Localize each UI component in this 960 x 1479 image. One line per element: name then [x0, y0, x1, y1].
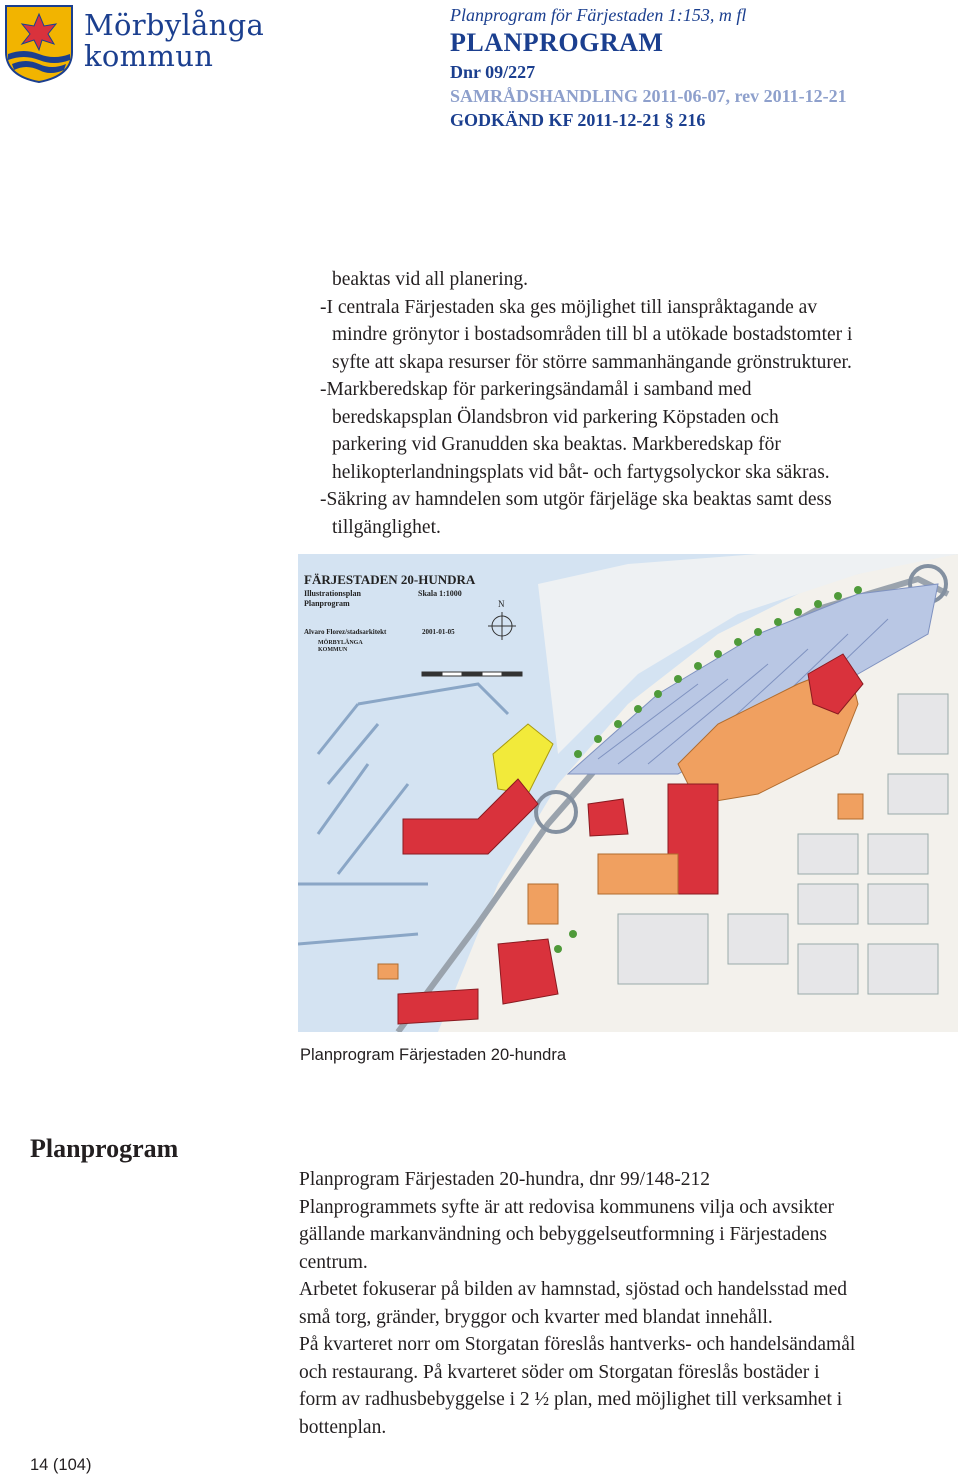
text-line: centrum. — [299, 1251, 368, 1273]
logo-wordmark — [84, 10, 264, 72]
header-godkand: GODKÄND KF 2011-12-21 § 216 — [450, 110, 706, 130]
text-line: syfte att skapa resurser för större sammanhängande grönstrukturer. — [332, 351, 852, 373]
text-line: -Markberedskap för parkeringsändamål i samband med — [320, 379, 752, 400]
map-date: 2001-01-05 — [422, 628, 455, 636]
scale-bar-icon — [422, 672, 522, 676]
map-architect: Alvaro Florez/stadsarkitekt — [304, 628, 387, 636]
logo-line-2: kommun — [84, 39, 214, 73]
red-building — [398, 989, 478, 1024]
coat-of-arms-icon — [4, 4, 74, 84]
map-line-1: Illustrationsplan — [304, 589, 361, 598]
text-line: beredskapsplan Ölandsbron vid parkering Köpstaden och — [332, 406, 779, 428]
text-line: parkering vid Granudden ska beaktas. Markberedskap för — [332, 434, 781, 455]
text-line: form av radhusbebyggelse i 2 ½ plan, med möjlighet till verksamhet i — [299, 1389, 843, 1410]
text-line: gällande markanvändning och bebyggelseutformning i Färjestadens — [299, 1224, 827, 1245]
text-line: beaktas vid all planering. — [332, 269, 529, 290]
red-building — [498, 939, 558, 1004]
text-line: helikopterlandningsplats vid båt- och fartygsolyckor ska säkras. — [332, 461, 830, 483]
map-org-1: MÖRBYLÅNGA — [318, 640, 363, 646]
map-caption: Planprogram Färjestaden 20-hundra — [300, 1046, 566, 1064]
text-line: Arbetet fokuserar på bilden av hamnstad, sjöstad och handelsstad med — [299, 1279, 848, 1300]
map-drawing — [298, 554, 958, 1032]
text-line: -Säkring av hamndelen som utgör färjeläge ska beaktas samt dess — [320, 489, 832, 510]
header-samradshandling: SAMRÅDSHANDLING 2011-06-07, rev 2011-12-21 — [450, 86, 847, 106]
section-body — [299, 1166, 949, 1441]
map-line-2: Planprogram — [304, 599, 350, 608]
text-line: små torg, gränder, bryggor och kvarter med blandat innehåll. — [299, 1306, 773, 1328]
municipality-logo — [4, 4, 265, 88]
text-line: bottenplan. — [299, 1416, 387, 1438]
text-line: Planprogrammets syfte är att redovisa kommunens vilja och avsikter — [299, 1196, 835, 1218]
text-line: -I centrala Färjestaden ska ges möjlighet till ianspråktagande av — [320, 296, 818, 318]
red-building — [588, 799, 628, 836]
document-header — [450, 4, 950, 132]
section-title: Planprogram — [30, 1134, 179, 1163]
map-org-2: KOMMUN — [318, 647, 348, 653]
intro-paragraph — [320, 266, 940, 541]
illustration-plan-map — [298, 554, 958, 1032]
header-dnr: Dnr 09/227 — [450, 62, 536, 82]
page-number: 14 (104) — [30, 1456, 92, 1474]
text-line: tillgänglighet. — [332, 516, 441, 538]
text-line: mindre grönytor i bostadsområden till bl a utökade bostadstomter i — [332, 324, 853, 345]
text-line: och restaurang. På kvarteret söder om Storgatan föreslås bostäder i — [299, 1361, 820, 1383]
text-line: På kvarteret norr om Storgatan föreslås hantverks- och handelsändamål — [299, 1334, 856, 1355]
header-title: PLANPROGRAM — [450, 28, 664, 57]
map-north-label: N — [498, 599, 505, 609]
text-line: Planprogram Färjestaden 20-hundra, dnr 99/148-212 — [299, 1169, 711, 1190]
header-subtitle: Planprogram för Färjestaden 1:153, m fl — [450, 5, 747, 25]
logo-line-1: Mörbylånga — [84, 8, 265, 42]
map-scale: Skala 1:1000 — [418, 589, 462, 598]
map-title: FÄRJESTADEN 20-HUNDRA — [304, 572, 476, 587]
